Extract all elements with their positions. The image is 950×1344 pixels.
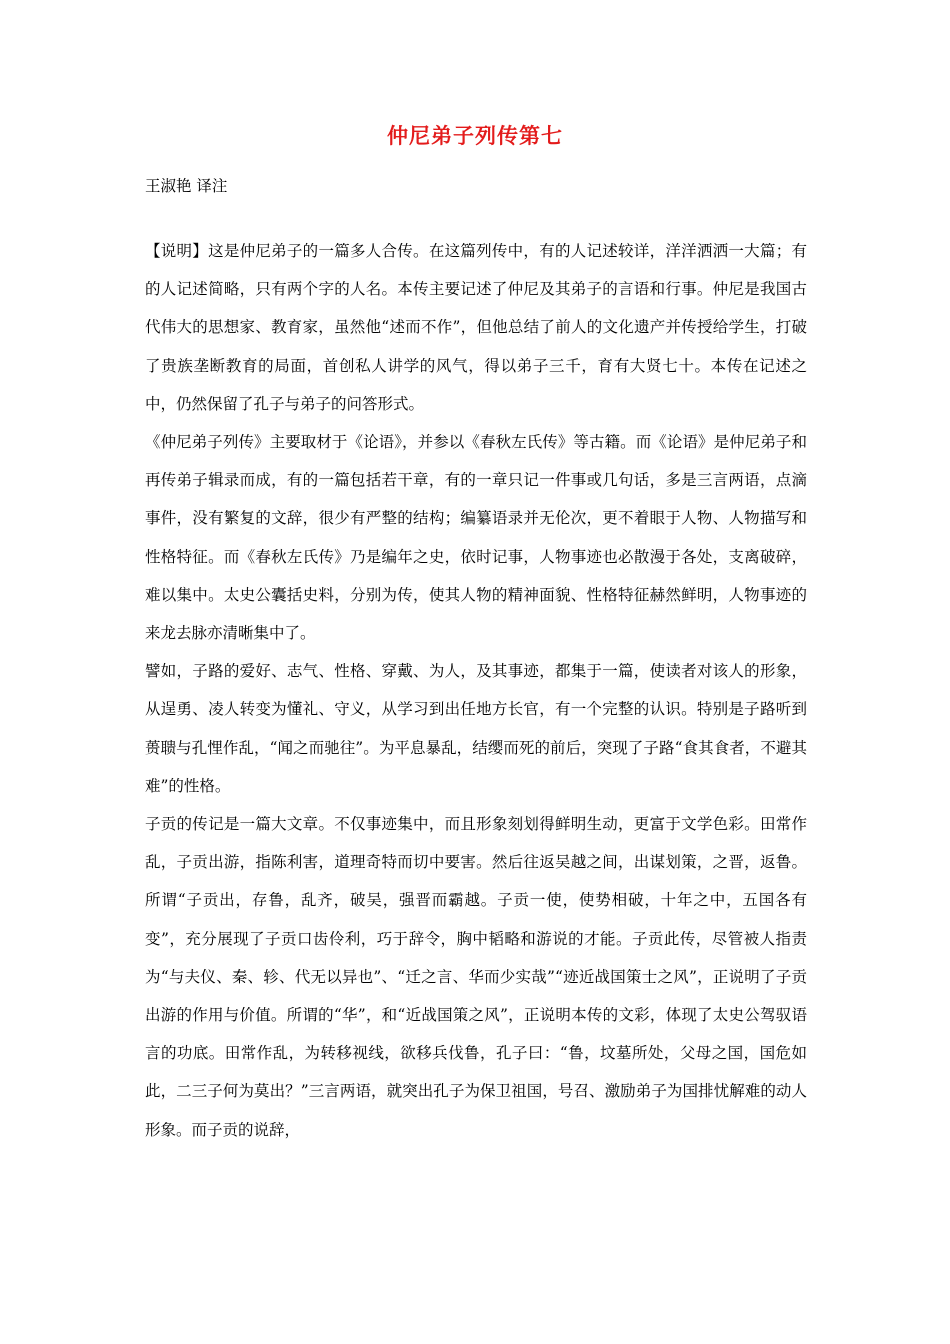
paragraph-zilu: 譬如，子路的爱好、志气、性格、穿戴、为人，及其事迹，都集于一篇，使读者对该人的形象，从逞勇、凌人转变为懂礼、守义，从学习到出任地方长官，有一个完整的认识。特别是子路听到蒉聩与孔悝作乱，“闻之而驰往”。为平息暴乱，结缨而死的前后，突现了子路“食其食者，不避其难”的性格。 (145, 662, 807, 795)
paragraph-zigong: 子贡的传记是一篇大文章。不仅事迹集中，而且形象刻划得鲜明生动，更富于文学色彩。田常作乱，子贡出游，指陈利害，道理奇特而切中要害。然后往返吴越之间，出谋划策，之晋，返鲁。所谓“子贡出，存鲁，乱齐，破吴，强晋而霸越。子贡一使，使势相破，十年之中，五国各有变”，充分展现了子贡口齿伶利，巧于辞令，胸中韬略和游说的才能。子贡此传，尽管被人指责为“与夫仪、秦、轸、代无以异也”、“迁之言、华而少实哉”“迹近战国策士之风”，正说明了子贡出游的作用与价值。所谓的“华”，和“近战国策之风”，正说明本传的文彩，体现了太史公驾驭语言的功底。田常作乱，为转移视线，欲移兵伐鲁，孔子曰：“鲁，坟墓所处，父母之国，国危如此，二三子何为莫出？”三言两语，就突出孔子为保卫祖国，号召、激励弟子为国排忧解难的动人形象。而子贡的说辞， (145, 815, 807, 1139)
paragraph-sources: 《仲尼弟子列传》主要取材于《论语》，并参以《春秋左氏传》等古籍。而《论语》是仲尼弟子和再传弟子辑录而成，有的一篇包括若干章，有的一章只记一件事或几句话，多是三言两语，点滴事件，没有繁复的文辞，很少有严整的结构；编纂语录并无伦次，更不着眼于人物、人物描写和性格特征。而《春秋左氏传》乃是编年之史，依时记事，人物事迹也必散漫于各处，支离破碎，难以集中。太史公囊括史料，分别为传，使其人物的精神面貌、性格特征赫然鲜明，人物事迹的来龙去脉亦清晰集中了。 (145, 433, 807, 643)
document-body (145, 232, 807, 1149)
paragraph-explanation: 【说明】这是仲尼弟子的一篇多人合传。在这篇列传中，有的人记述较详，洋洋洒洒一大篇；有的人记述简略，只有两个字的人名。本传主要记述了仲尼及其弟子的言语和行事。仲尼是我国古代伟大的思想家、教育家，虽然他“述而不作”，但他总结了前人的文化遗产并传授给学生，打破了贵族垄断教育的局面，首创私人讲学的风气，得以弟子三千，育有大贤七十。本传在记述之中，仍然保留了孔子与弟子的问答形式。 (145, 242, 807, 413)
document-title: 仲尼弟子列传第七 (387, 124, 563, 148)
document-author: 王淑艳 译注 (145, 177, 228, 195)
